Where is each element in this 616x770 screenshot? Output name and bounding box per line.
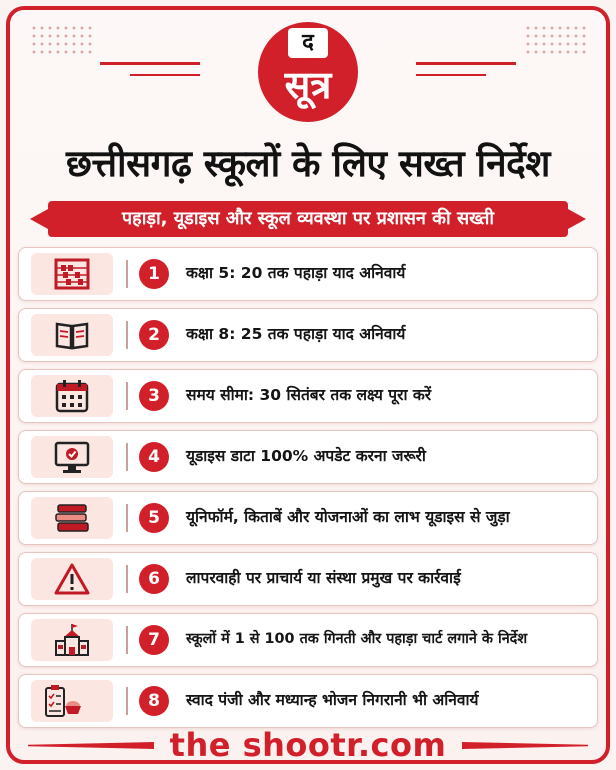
header-rule — [416, 62, 516, 65]
separator — [126, 565, 128, 593]
icon-box — [31, 680, 113, 722]
icon-box — [31, 253, 113, 295]
separator — [126, 504, 128, 532]
icon-box — [31, 497, 113, 539]
item-text: यूडाइस डाटा 100% अपडेट करना जरूरी — [186, 447, 426, 465]
item-number: 6 — [139, 564, 169, 594]
item-number: 4 — [139, 442, 169, 472]
decorative-dots — [524, 24, 586, 54]
directive-list — [18, 247, 598, 735]
subtitle-banner: पहाड़ा, यूडाइस और स्कूल व्यवस्था पर प्रशासन की सख्ती — [48, 201, 568, 237]
separator — [126, 382, 128, 410]
item-text: यूनिफॉर्म, किताबें और योजनाओं का लाभ यूडाइस से जुड़ा — [186, 508, 510, 526]
open-book-icon — [54, 318, 90, 352]
brand-logo — [258, 22, 358, 122]
header-rule — [130, 74, 200, 76]
item-text: कक्षा 8: 25 तक पहाड़ा याद अनिवार्य — [186, 325, 406, 343]
abacus-icon — [54, 257, 90, 291]
list-item — [18, 369, 598, 423]
icon-box — [31, 558, 113, 600]
item-number: 8 — [139, 686, 169, 716]
item-text: स्वाद पंजी और मध्यान्ह भोजन निगरानी भी अनिवार्य — [186, 691, 479, 709]
separator — [126, 260, 128, 288]
computer-check-icon — [54, 440, 90, 474]
icon-box — [31, 314, 113, 356]
list-item — [18, 308, 598, 362]
item-number: 5 — [139, 503, 169, 533]
page-title: छत्तीसगढ़ स्कूलों के लिए सख्त निर्देश — [66, 142, 550, 185]
item-text: समय सीमा: 30 सितंबर तक लक्ष्य पूरा करें — [186, 386, 432, 404]
list-item — [18, 247, 598, 301]
item-number: 1 — [139, 259, 169, 289]
book-stack-icon — [54, 501, 90, 535]
logo-small-text: द — [288, 28, 328, 58]
decorative-dots — [30, 24, 92, 54]
list-item — [18, 613, 598, 667]
item-number: 2 — [139, 320, 169, 350]
icon-box — [31, 375, 113, 417]
separator — [126, 321, 128, 349]
list-item — [18, 674, 598, 728]
calendar-icon — [54, 379, 90, 413]
banner-arrow-right — [568, 209, 586, 229]
icon-box — [31, 619, 113, 661]
header-rule — [416, 74, 486, 76]
school-building-icon — [54, 623, 90, 657]
item-number: 3 — [139, 381, 169, 411]
list-item — [18, 430, 598, 484]
footer-site: the shootr.com — [169, 726, 447, 764]
header-rule — [100, 62, 200, 65]
item-number: 7 — [139, 625, 169, 655]
item-text: कक्षा 5: 20 तक पहाड़ा याद अनिवार्य — [186, 264, 406, 282]
item-text: स्कूलों में 1 से 100 तक गिनती और पहाड़ा चार्ट लगाने के निर्देश — [186, 631, 528, 647]
icon-box — [31, 436, 113, 478]
list-item — [18, 491, 598, 545]
logo-big-text: सूत्र — [284, 63, 332, 107]
list-item — [18, 552, 598, 606]
separator — [126, 626, 128, 654]
clipboard-meal-icon — [45, 684, 81, 718]
item-text: लापरवाही पर प्राचार्य या संस्था प्रमुख पर कार्रवाई — [186, 569, 461, 587]
separator — [126, 443, 128, 471]
warning-icon — [54, 562, 90, 596]
banner-arrow-left — [30, 209, 48, 229]
separator — [126, 687, 128, 715]
